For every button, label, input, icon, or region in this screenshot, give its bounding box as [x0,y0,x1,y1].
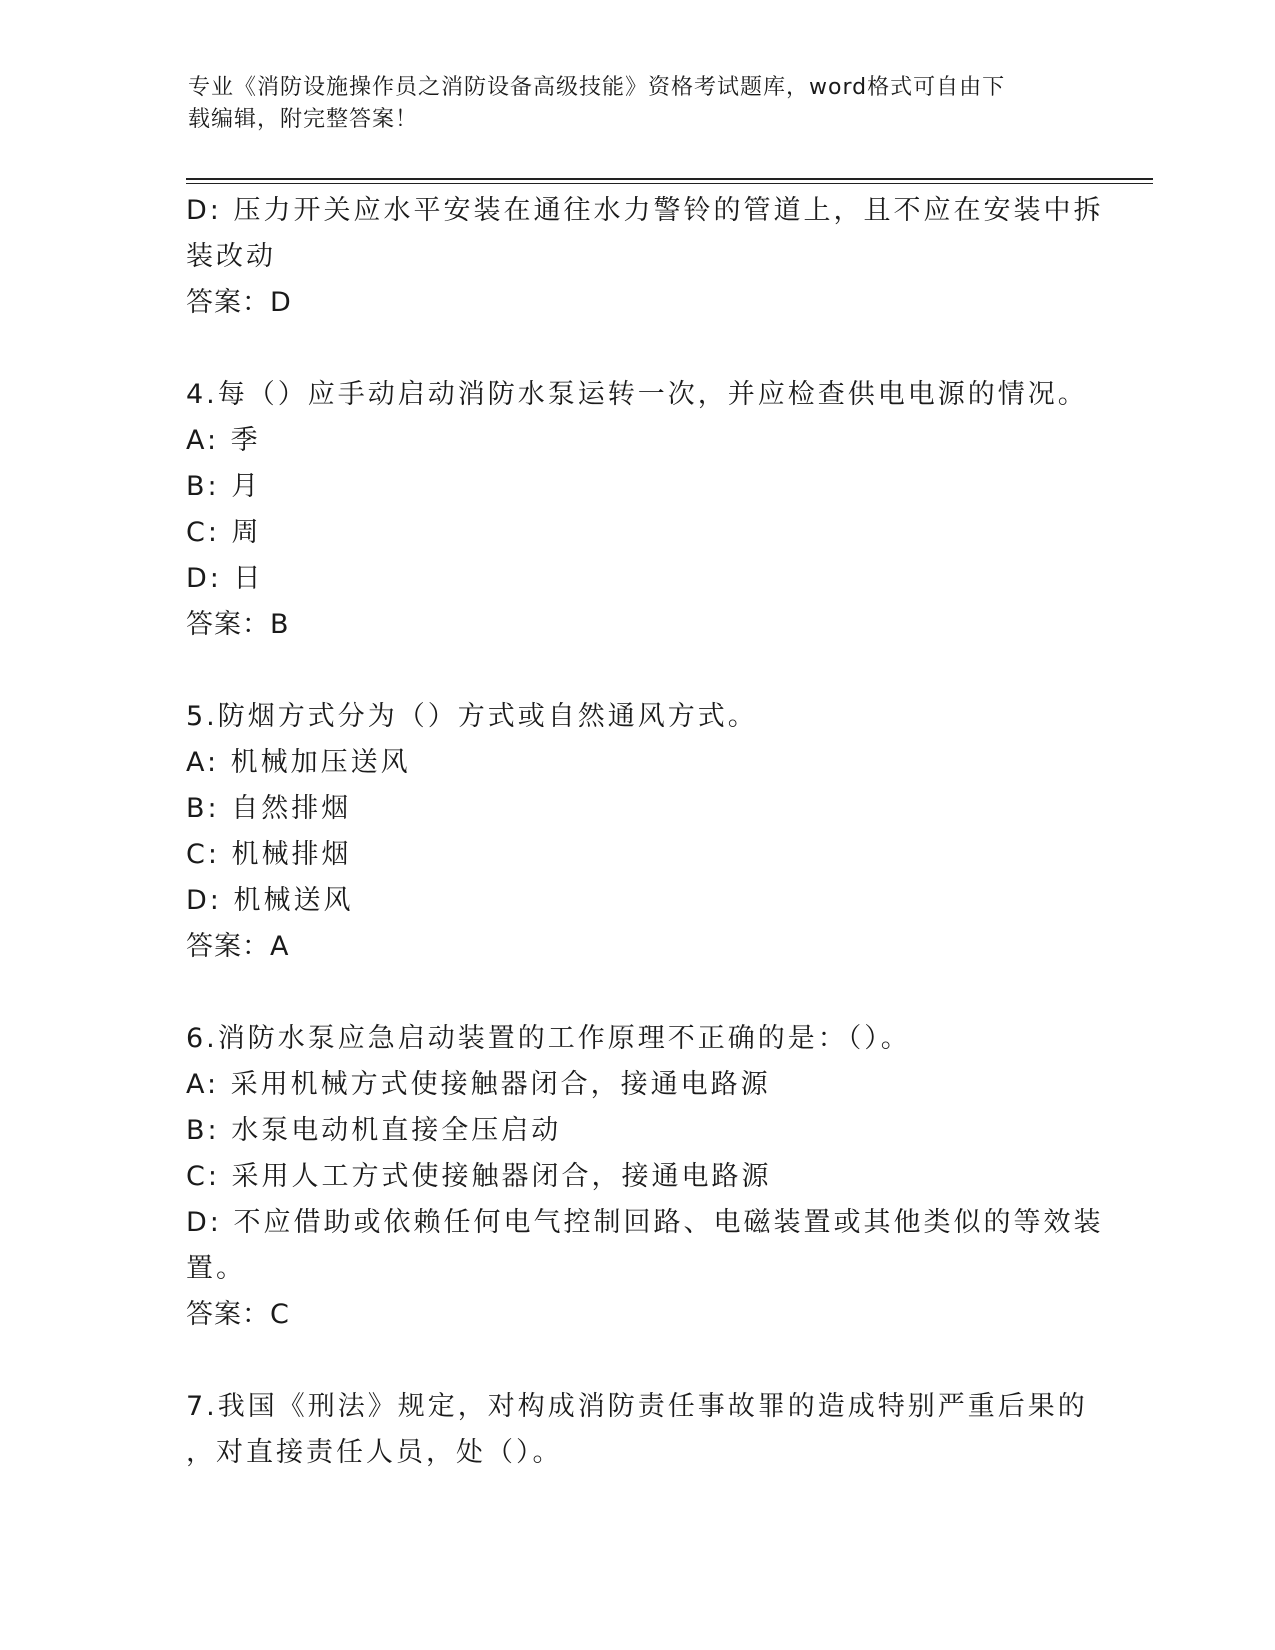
option-d: D: 日 [186,563,264,594]
option-d: D: 不应借助或依赖任何电气控制回路、电磁装置或其他类似的等效装 [186,1207,1104,1238]
question-text: 5.防烟方式分为（）方式或自然通风方式。 [186,701,758,732]
option-a: A: 机械加压送风 [186,747,411,778]
option-b: B: 水泵电动机直接全压启动 [186,1115,562,1146]
option-b: B: 自然排烟 [186,793,352,824]
document-header [188,72,1068,136]
question-text: 4.每（）应手动启动消防水泵运转一次，并应检查供电电源的情况。 [186,379,1088,410]
question-7 [186,1384,1088,1476]
option-c: C: 机械排烟 [186,839,352,870]
option-d-continued: 置。 [186,1253,246,1284]
option-d: D: 压力开关应水平安装在通往水力警铃的管道上，且不应在安装中拆 [186,195,1104,226]
option-c: C: 周 [186,517,262,548]
spacer [186,648,1076,694]
answer-label: 答案：C [186,1299,290,1330]
option-a: A: 采用机械方式使接触器闭合，接通电路源 [186,1069,771,1100]
header-line-1: 专业《消防设施操作员之消防设备高级技能》资格考试题库，word格式可自由下 [188,75,1006,100]
question-6 [186,1016,1104,1338]
option-c: C: 采用人工方式使接触器闭合，接通电路源 [186,1161,772,1192]
option-a: A: 季 [186,425,261,456]
option-d: D: 机械送风 [186,885,354,916]
question-text: 7.我国《刑法》规定，对构成消防责任事故罪的造成特别严重后果的 [186,1391,1088,1422]
answer-label: 答案：A [186,931,290,962]
option-b: B: 月 [186,471,262,502]
header-rule-thick [186,178,1153,180]
spacer [186,1338,1076,1384]
spacer [186,970,1076,1016]
question-text: 6.消防水泵应急启动装置的工作原理不正确的是：（）。 [186,1023,911,1054]
answer-label: 答案：B [186,609,290,640]
answer-label: 答案：D [186,287,292,318]
question-text-continued: ，对直接责任人员，处（）。 [186,1437,563,1468]
header-rule-thin [186,183,1153,184]
question-list [186,188,1104,1476]
question-5 [186,694,1076,970]
spacer [186,326,1076,372]
header-line-2: 载编辑，附完整答案！ [188,107,419,132]
question-3-tail [186,188,1104,326]
option-d-continued: 装改动 [186,241,276,272]
question-4 [186,372,1088,648]
